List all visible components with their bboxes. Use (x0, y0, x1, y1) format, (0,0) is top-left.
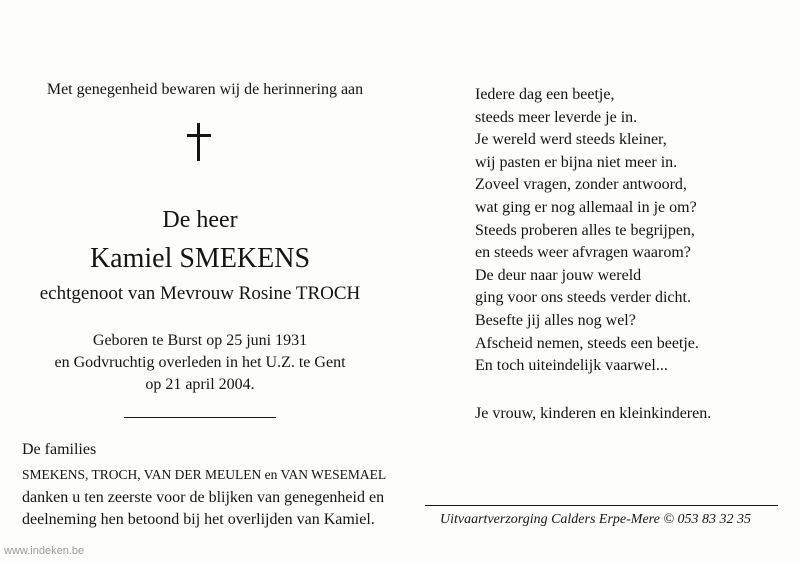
poem-line: Zoveel vragen, zonder antwoord, (475, 176, 687, 194)
thanks-text (22, 487, 384, 531)
families-names: SMEKENS, TROCH, VAN DER MEULEN en VAN WESEMAEL (22, 467, 387, 482)
poem-line: En toch uiteindelijk vaarwel... (475, 357, 668, 375)
poem-line: Steeds proberen alles te begrijpen, (475, 221, 695, 239)
poem-line: en steeds weer afvragen waarom? (475, 244, 691, 262)
watermark: www.indeken.be (4, 545, 85, 557)
deceased-name: Kamiel SMEKENS (89, 243, 311, 274)
cross-icon (187, 123, 211, 161)
poem-line: wat ging er nog allemaal in je om? (475, 198, 697, 216)
poem-line: Iedere dag een beetje, (475, 86, 615, 103)
poem-line: Je wereld werd steeds kleiner, (475, 131, 667, 149)
spouse-line: echtgenoot van Mevrouw Rosine TROCH (39, 283, 361, 304)
salutation: De heer (162, 207, 238, 233)
poem-line: De deur naar jouw wereld (475, 266, 642, 284)
thanks-line: deelneming hen betoond bij het overlijden van Kamiel. (22, 511, 375, 528)
divider (124, 417, 276, 418)
death-line: en Godvruchtig overleden in het U.Z. te Gent (54, 354, 346, 371)
poem (475, 84, 699, 378)
poem-line: steeds meer leverde je in. (475, 108, 638, 126)
life-dates (0, 330, 400, 396)
intro-text: Met genegenheid bewaren wij de herinnering aan (46, 81, 364, 98)
birth-line: Geboren te Burst op 25 juni 1931 (92, 332, 308, 349)
funeral-home-line: Uitvaartverzorging Calders Erpe-Mere © 053 83 32 35 (440, 512, 751, 527)
death-date-line: op 21 april 2004. (145, 376, 255, 393)
divider (425, 505, 778, 506)
signature: Je vrouw, kinderen en kleinkinderen. (475, 405, 712, 422)
poem-line: ging voor ons steeds verder dicht. (475, 289, 691, 307)
thanks-line: danken u ten zeerste voor de blijken van genegenheid en (22, 489, 385, 506)
poem-line: Afscheid nemen, steeds een beetje. (475, 334, 699, 352)
poem-line: Besefte jij alles nog wel? (475, 311, 636, 329)
families-heading: De families (22, 441, 97, 458)
poem-line: wij pasten er bijna niet meer in. (475, 153, 678, 171)
